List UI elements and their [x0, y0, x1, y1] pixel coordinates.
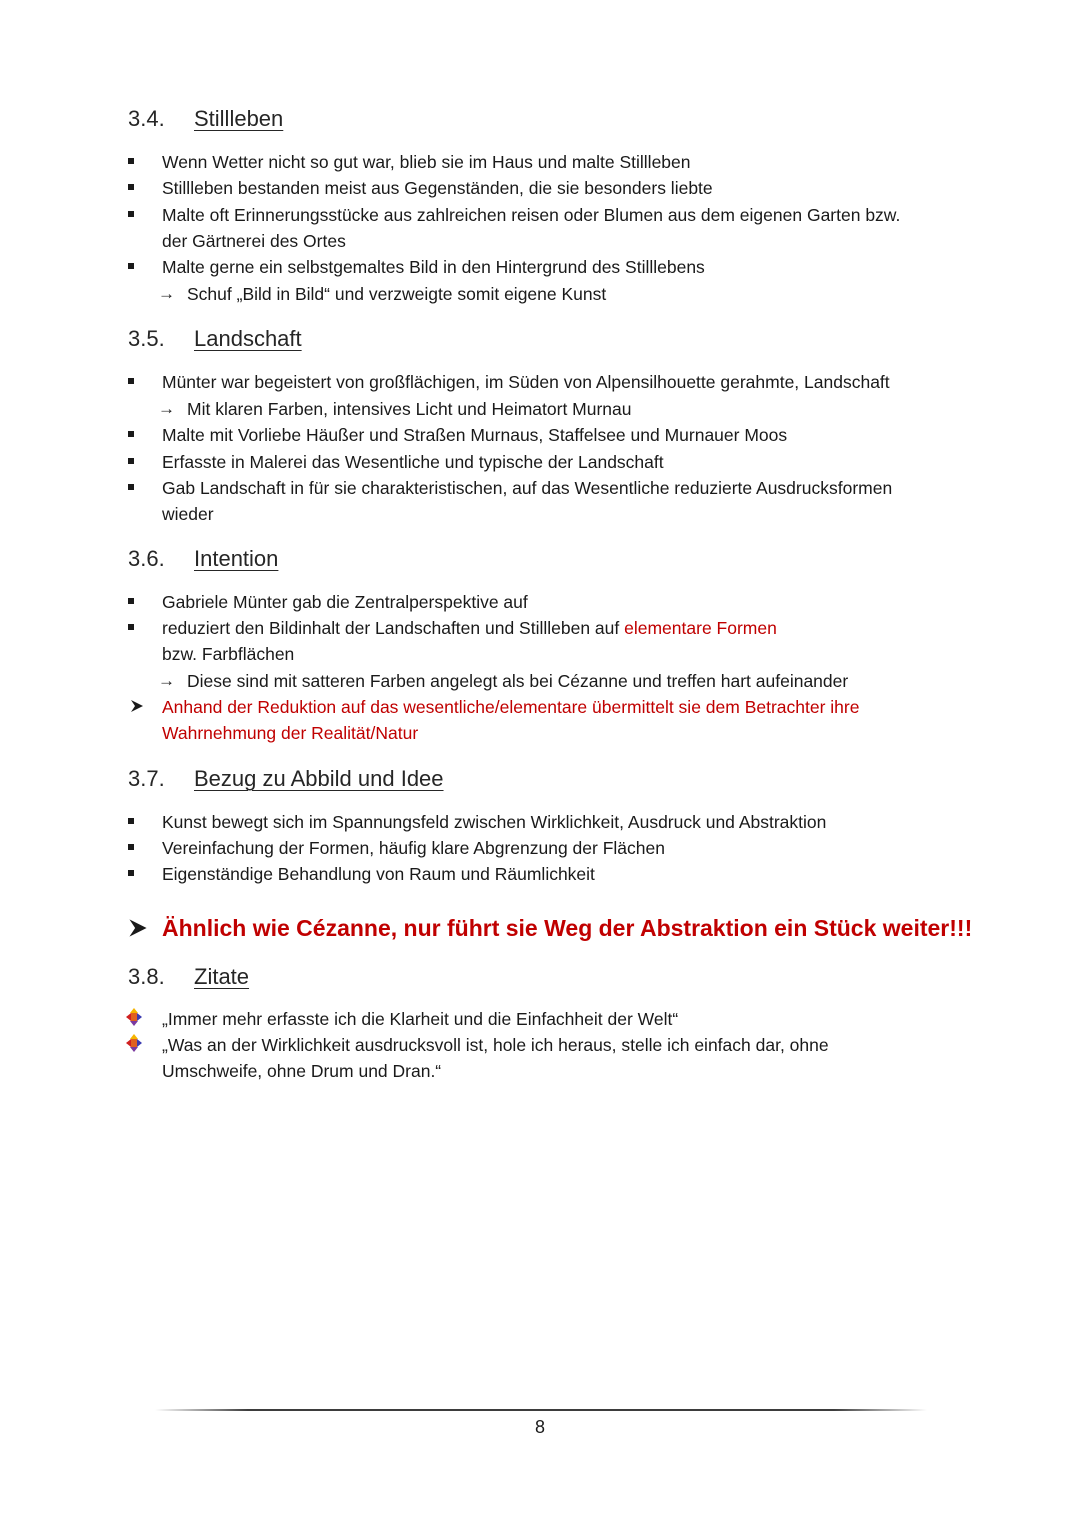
- section-number: 3.8.: [128, 964, 165, 989]
- section-heading-3-7: [128, 765, 444, 793]
- section-title: Intention: [194, 546, 279, 571]
- list-item: Malte gerne ein selbstgemaltes Bild in den Hintergrund des Stilllebens: [162, 257, 705, 277]
- list-item: Erfasste in Malerei das Wesentliche und typische der Landschaft: [162, 452, 664, 472]
- list-item: Eigenständige Behandlung von Raum und Räumlichkeit: [162, 864, 595, 884]
- list-item: Gabriele Münter gab die Zentralperspektive auf: [162, 592, 528, 612]
- four-arrows-bullet-icon: [126, 1034, 142, 1052]
- list-item: Wenn Wetter nicht so gut war, blieb sie im Haus und malte Stillleben: [162, 152, 691, 172]
- square-bullet-icon: [128, 844, 134, 850]
- emphasis-item-continuation: Wahrnehmung der Realität/Natur: [162, 723, 419, 743]
- section-title: Bezug zu Abbild und Idee: [194, 766, 444, 791]
- section-heading-3-5: [128, 325, 302, 353]
- list-item: Malte mit Vorliebe Häußer und Straßen Murnaus, Staffelsee und Murnauer Moos: [162, 425, 788, 445]
- list-item-continuation: der Gärtnerei des Ortes: [162, 231, 346, 251]
- emphasis-item: Anhand der Reduktion auf das wesentliche/elementare übermittelt sie dem Betrachter ihre: [162, 697, 860, 717]
- quote-item: „Immer mehr erfasste ich die Klarheit und die Einfachheit der Welt“: [162, 1009, 679, 1029]
- square-bullet-icon: [128, 184, 134, 190]
- page-number: 8: [534, 1417, 545, 1437]
- square-bullet-icon: [128, 158, 134, 164]
- section-title: Landschaft: [194, 326, 302, 351]
- list-item: Münter war begeistert von großflächigen, im Süden von Alpensilhouette gerahmte, Landschaft: [162, 372, 890, 392]
- arrowhead-bullet-icon: [128, 918, 148, 938]
- section-title: Zitate: [194, 964, 250, 989]
- highlighted-term: elementare Formen: [624, 618, 777, 638]
- section-heading-3-6: [128, 545, 278, 573]
- section-number: 3.5.: [128, 326, 165, 351]
- section-title: Stillleben: [194, 106, 284, 131]
- quote-item: „Was an der Wirklichkeit ausdrucksvoll ist, hole ich heraus, stelle ich einfach dar, ohne: [162, 1035, 829, 1055]
- section-heading-3-8: [128, 963, 249, 991]
- sub-list-item: Mit klaren Farben, intensives Licht und Heimatort Murnau: [187, 399, 632, 419]
- arrow-right-icon: →: [158, 399, 175, 418]
- square-bullet-icon: [128, 818, 134, 824]
- footer-divider: [155, 1409, 927, 1411]
- list-item: Gab Landschaft in für sie charakteristischen, auf das Wesentliche reduzierte Ausdrucksformen: [162, 478, 893, 498]
- highlight-statement: Ähnlich wie Cézanne, nur führt sie Weg der Abstraktion ein Stück weiter!!!: [162, 915, 973, 941]
- list-item-continuation: bzw. Farbflächen: [162, 644, 295, 664]
- square-bullet-icon: [128, 598, 134, 604]
- square-bullet-icon: [128, 484, 134, 490]
- list-item: Vereinfachung der Formen, häufig klare Abgrenzung der Flächen: [162, 838, 665, 858]
- section-number: 3.4.: [128, 106, 165, 131]
- sub-list-item: Schuf „Bild in Bild“ und verzweigte somit eigene Kunst: [187, 284, 607, 304]
- list-item-text: reduziert den Bildinhalt der Landschaften und Stillleben auf: [162, 618, 625, 638]
- arrowhead-bullet-icon: [130, 699, 144, 713]
- section-heading-3-4: [128, 105, 283, 133]
- square-bullet-icon: [128, 624, 134, 630]
- square-bullet-icon: [128, 211, 134, 217]
- arrow-right-icon: →: [158, 284, 175, 303]
- list-item: Kunst bewegt sich im Spannungsfeld zwischen Wirklichkeit, Ausdruck und Abstraktion: [162, 812, 827, 832]
- list-item-continuation: wieder: [162, 504, 214, 524]
- square-bullet-icon: [128, 263, 134, 269]
- arrow-right-icon: →: [158, 671, 175, 690]
- sub-list-item: Diese sind mit satteren Farben angelegt als bei Cézanne und treffen hart aufeinander: [187, 671, 849, 691]
- list-item: Malte oft Erinnerungsstücke aus zahlreichen reisen oder Blumen aus dem eigenen Garten bzw.: [162, 205, 901, 225]
- square-bullet-icon: [128, 458, 134, 464]
- square-bullet-icon: [128, 431, 134, 437]
- section-number: 3.7.: [128, 766, 165, 791]
- section-number: 3.6.: [128, 546, 165, 571]
- list-item: [162, 615, 777, 641]
- list-item: Stillleben bestanden meist aus Gegenständen, die sie besonders liebte: [162, 178, 713, 198]
- four-arrows-bullet-icon: [126, 1008, 142, 1026]
- quote-item-continuation: Umschweife, ohne Drum und Dran.“: [162, 1061, 442, 1081]
- square-bullet-icon: [128, 870, 134, 876]
- square-bullet-icon: [128, 378, 134, 384]
